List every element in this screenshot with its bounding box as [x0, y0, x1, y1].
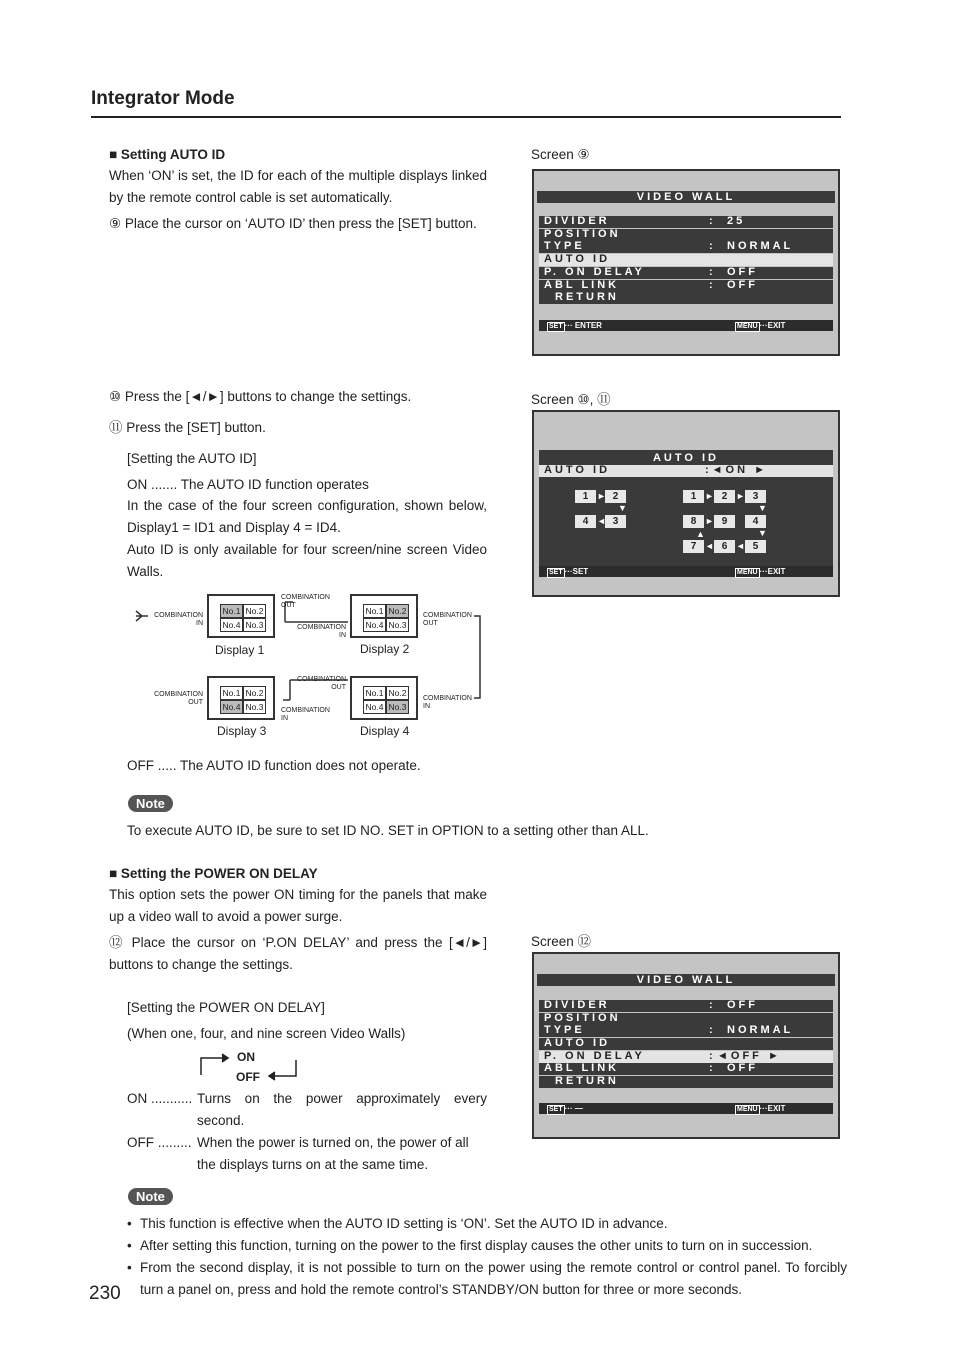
combination-in-label: COMBINATION IN: [423, 695, 472, 710]
screen10-footer: SET ···SET MENU ···EXIT: [539, 566, 833, 577]
auto-id-detail1: In the case of the four screen configuration, shown below, Display1 = ID1 and Display 4 = ID4.: [127, 498, 487, 535]
auto-id-intro: When ‘ON’ is set, the ID for each of the multiple displays linked by the remote control cable is set automatically.: [109, 168, 487, 205]
osd-id-cell: 3: [745, 490, 766, 503]
screen9-footer: SET ··· ENTER MENU ···EXIT: [539, 320, 833, 331]
screen9-row: RETURN: [539, 292, 833, 304]
screen12-caption: Screen ⑫: [531, 934, 592, 949]
screen9-row: DIVIDER : 25: [539, 216, 833, 228]
display-2-label: Display 2: [360, 642, 410, 656]
osd-id-cell: 2: [605, 490, 626, 503]
display-4-panel: No.1 No.2 No.4 No.3: [350, 676, 418, 720]
arrow-left-icon: ◄: [736, 541, 745, 551]
auto-id-off: OFF ..... The AUTO ID function does not operate.: [127, 758, 421, 773]
screen9-title: VIDEO WALL: [537, 191, 835, 203]
osd-id-cell: 4: [575, 515, 596, 528]
screen12-row: RETURN: [539, 1076, 833, 1088]
osd-id-cell: 9: [714, 515, 735, 528]
note-1-text: To execute AUTO ID, be sure to set ID NO. SET in OPTION to a setting other than ALL.: [127, 823, 649, 838]
combination-in-label: COMBINATION IN: [297, 624, 346, 639]
setting-power-label: [Setting the POWER ON DELAY]: [127, 1000, 325, 1015]
power-heading: ■ Setting the POWER ON DELAY: [109, 866, 318, 881]
step-9: ⑨ Place the cursor on ‘AUTO ID’ then press the [SET] button.: [109, 216, 477, 231]
note-2-list: [127, 1213, 847, 1301]
arrow-up-icon: ▲: [696, 529, 705, 539]
osd-id-cell: 8: [683, 515, 704, 528]
screen12-row: DIVIDER : OFF: [539, 1000, 833, 1012]
step-10: ⑩ Press the [◄/►] buttons to change the settings.: [109, 389, 412, 404]
power-on-desc: Turns on the power approximately every second.: [197, 1091, 487, 1128]
combination-out-label: COMBINATION OUT: [154, 691, 203, 706]
screen10-row-selected: AUTO ID :◄ON ►: [539, 465, 833, 477]
screen12-title: VIDEO WALL: [537, 974, 835, 986]
arrow-right-icon: ►: [736, 491, 745, 501]
note-2-item: • After setting this function, turning on the power to the first display causes the other units to turn on in succession.: [127, 1238, 813, 1253]
screen12-footer: SET ··· — MENU ···EXIT: [539, 1103, 833, 1114]
osd-id-cell: 7: [683, 540, 704, 553]
display-1-label: Display 1: [215, 643, 265, 657]
screen10-osd: [532, 410, 840, 597]
power-off-key: OFF .........: [127, 1135, 192, 1150]
page-number: 230: [89, 1283, 121, 1304]
note-badge: Note: [128, 1188, 173, 1205]
arrow-left-icon: ◄: [705, 541, 714, 551]
arrow-left-icon: ◄: [597, 516, 606, 526]
osd-id-cell: 4: [745, 515, 766, 528]
combination-out-label: COMBINATION OUT: [281, 594, 330, 609]
note-badge: Note: [128, 795, 173, 812]
osd-id-cell: 2: [714, 490, 735, 503]
arrow-right-icon: ►: [597, 491, 606, 501]
screen9-caption: Screen ⑨: [531, 147, 590, 162]
screen9-row: TYPE : NORMAL: [539, 241, 833, 253]
arrow-down-icon: ▼: [618, 503, 627, 513]
display-3-label: Display 3: [217, 724, 267, 738]
screen9-row-selected: AUTO ID: [539, 254, 833, 266]
osd-id-cell: 3: [605, 515, 626, 528]
screen12-row: AUTO ID: [539, 1038, 833, 1050]
page-title: Integrator Mode: [91, 88, 235, 109]
on-label: ON: [237, 1050, 255, 1064]
arrow-right-icon: ►: [705, 516, 714, 526]
combination-in-label: COMBINATION IN: [154, 612, 203, 627]
screen12-row: POSITION: [539, 1013, 833, 1025]
combination-out-label: COMBINATION OUT: [297, 676, 346, 691]
screen10-caption: Screen ⑩, ⑪: [531, 392, 611, 407]
auto-id-connection-diagram: [130, 588, 490, 748]
osd-id-cell: 6: [714, 540, 735, 553]
auto-id-heading: ■ Setting AUTO ID: [109, 147, 226, 162]
screen9-row: P. ON DELAY : OFF: [539, 267, 833, 279]
note-2-item: • From the second display, it is not possible to turn on the power using the remote control or control panel. To forcibly turn a panel on, press and hold the remote control’s STANDBY/ON button for three or more seconds.: [127, 1260, 847, 1297]
screen10-title: AUTO ID: [539, 452, 833, 464]
screen9-row: ABL LINK : OFF: [539, 280, 833, 292]
display-2-panel: No.1 No.2 No.4 No.3: [350, 594, 418, 638]
header-rule: [91, 116, 841, 118]
auto-id-on: ON ....... The AUTO ID function operates: [127, 477, 369, 492]
on-off-toggle-diagram: [196, 1049, 306, 1085]
combination-out-label: COMBINATION OUT: [423, 612, 472, 627]
combination-in-label: COMBINATION IN: [281, 707, 330, 722]
osd-id-cell: 1: [575, 490, 596, 503]
step-11: ⑪ Press the [SET] button.: [109, 420, 266, 435]
display-3-panel: No.1 No.2 No.4 No.3: [207, 676, 275, 720]
display-4-label: Display 4: [360, 724, 410, 738]
arrow-right-icon: ►: [705, 491, 714, 501]
off-label: OFF: [236, 1070, 260, 1084]
step-12: ⑫ Place the cursor on ‘P.ON DELAY’ and press the [◄/►] buttons to change the settings.: [109, 935, 487, 972]
screen12-row: ABL LINK : OFF: [539, 1063, 833, 1075]
note-2-item: • This function is effective when the AUTO ID setting is ‘ON’. Set the AUTO ID in advance.: [127, 1216, 668, 1231]
arrow-down-icon: ▼: [758, 503, 767, 513]
power-off-desc: When the power is turned on, the power of all the displays turns on at the same time.: [197, 1135, 469, 1172]
osd-id-cell: 5: [745, 540, 766, 553]
setting-auto-id-label: [Setting the AUTO ID]: [127, 451, 257, 466]
screen12-osd: [532, 952, 840, 1139]
osd-id-cell: 1: [683, 490, 704, 503]
screen9-osd: [532, 169, 840, 356]
display-1-panel: No.1 No.2 No.4 No.3: [207, 594, 275, 638]
screen12-row: TYPE : NORMAL: [539, 1025, 833, 1037]
power-intro: This option sets the power ON timing for the panels that make up a video wall to avoid a power surge.: [109, 887, 487, 924]
power-on-key: ON ...........: [127, 1091, 193, 1106]
auto-id-detail2: Auto ID is only available for four screen/nine screen Video Walls.: [127, 542, 487, 579]
power-scope: (When one, four, and nine screen Video Walls): [127, 1026, 406, 1041]
arrow-down-icon: ▼: [758, 528, 767, 538]
screen9-row: POSITION: [539, 229, 833, 241]
screen12-row-selected: P. ON DELAY : ◄OFF ►: [539, 1051, 833, 1063]
